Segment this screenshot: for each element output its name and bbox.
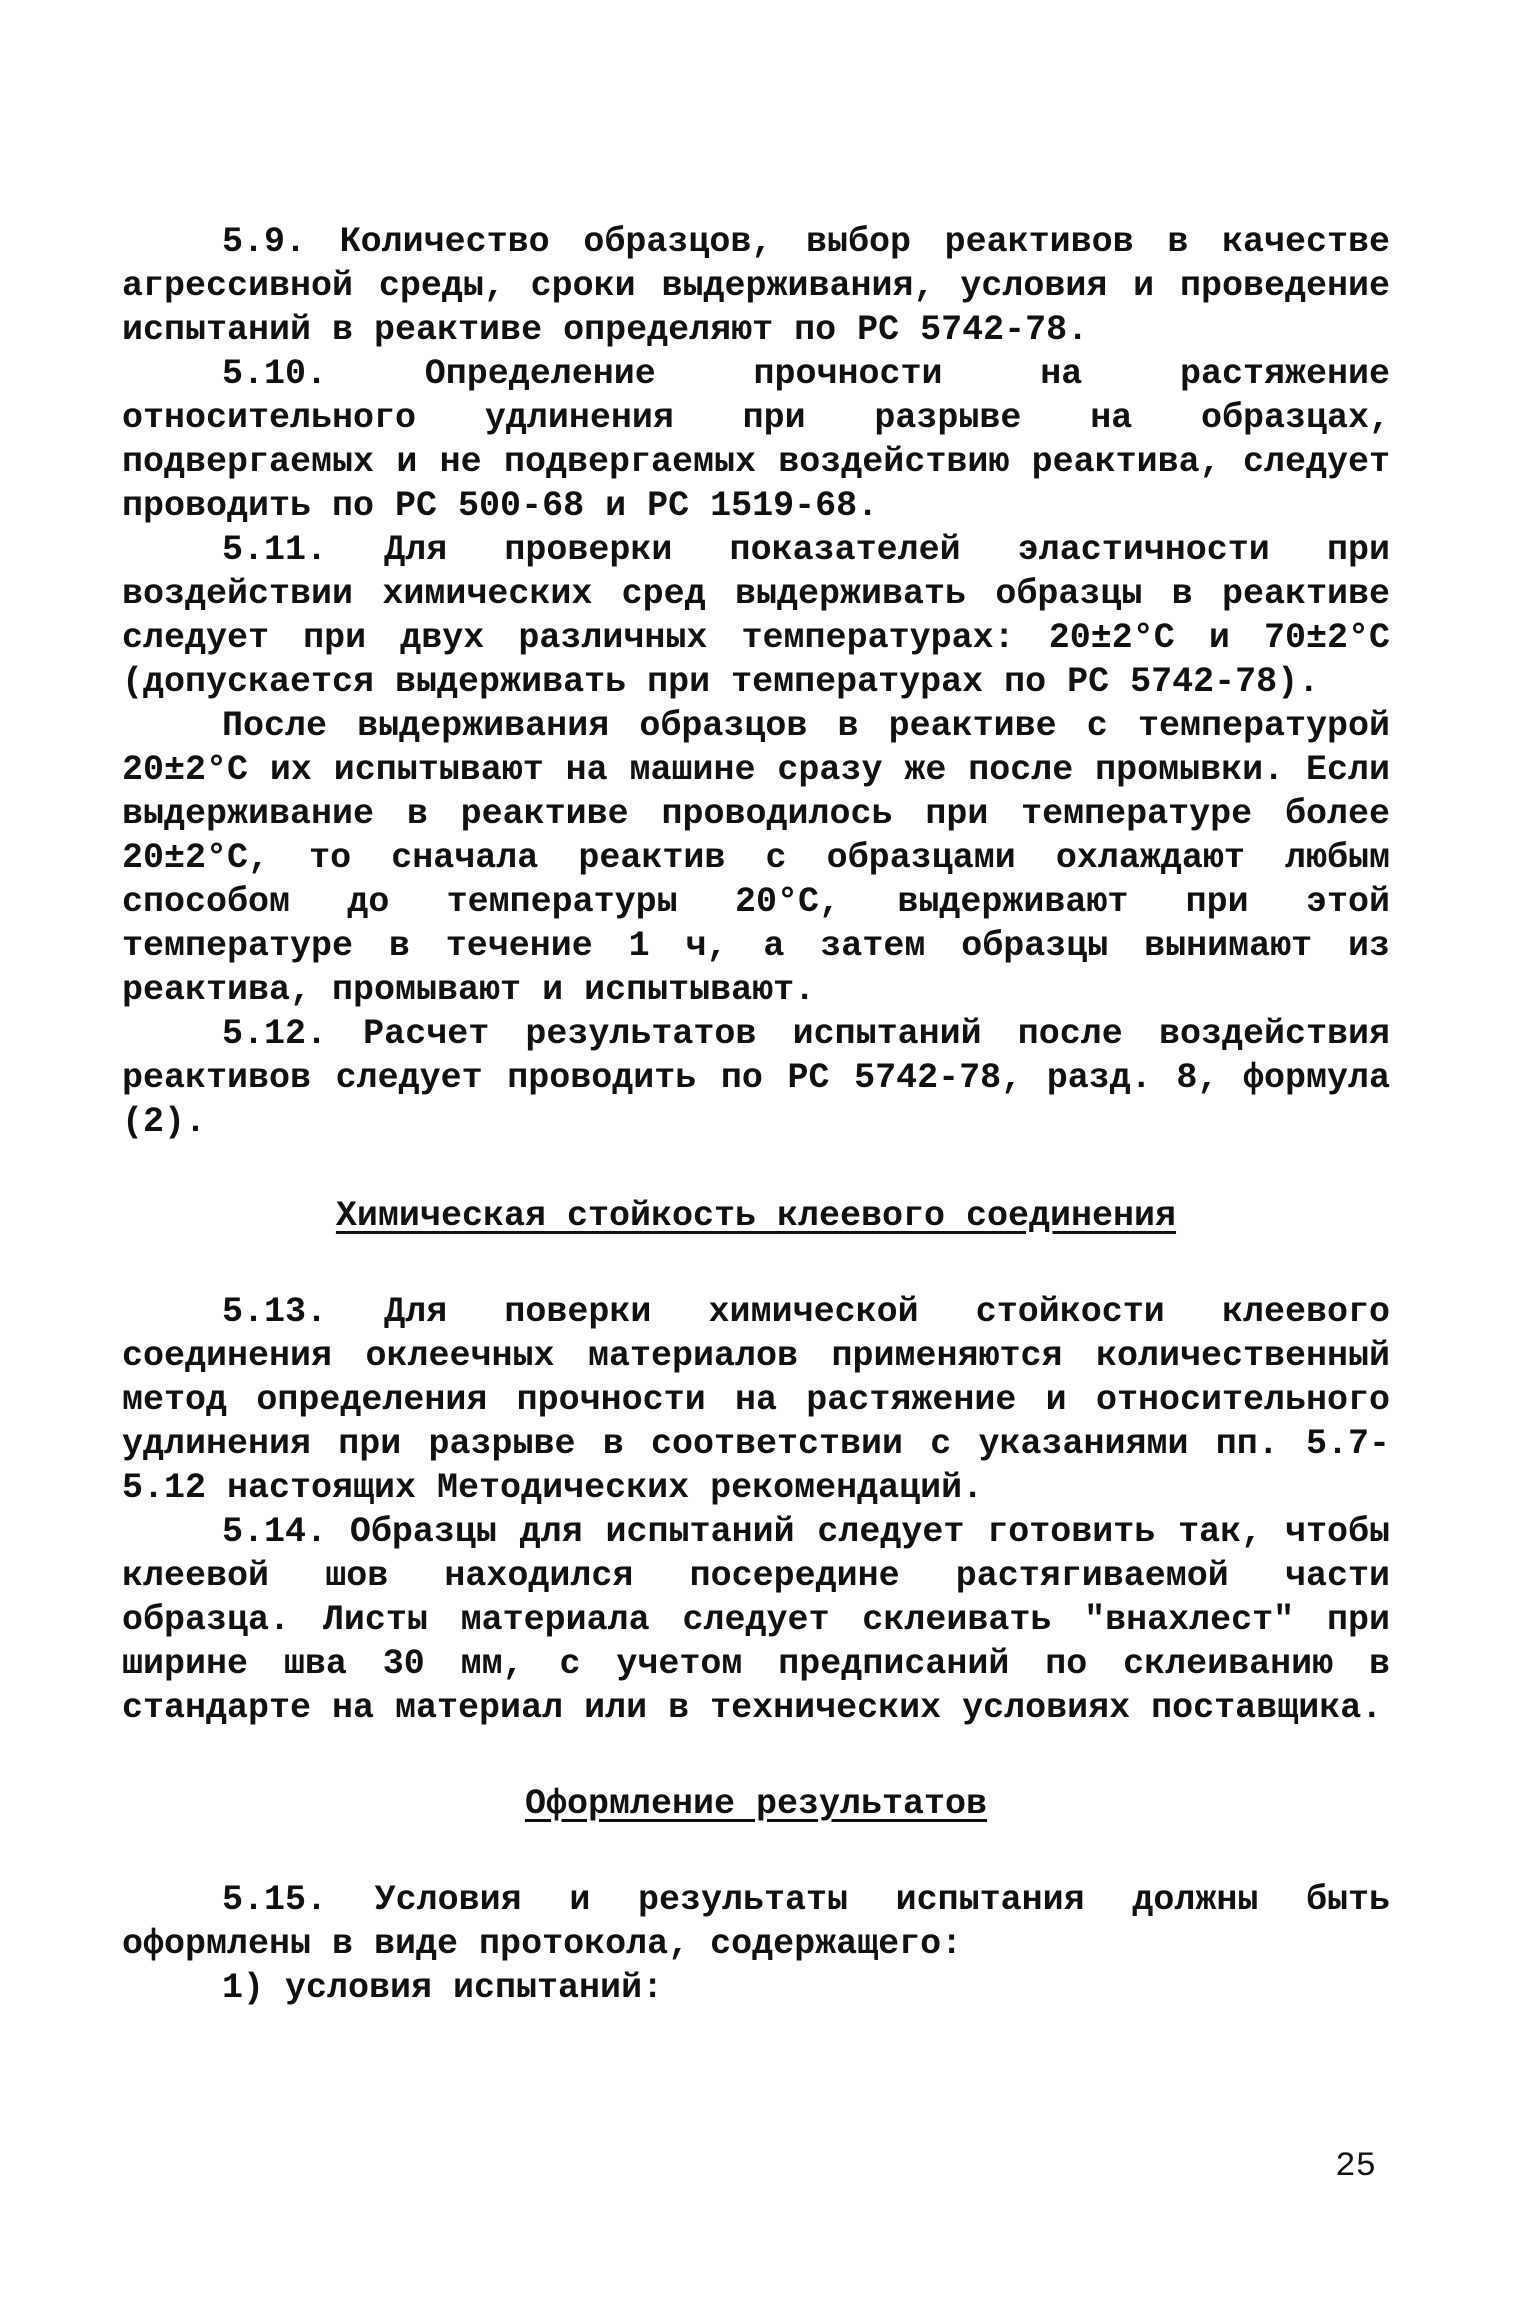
section-heading-results: Оформление результатов [524, 1784, 988, 1824]
paragraph-5-11: 5.11. Для проверки показателей эластичности при воздействии химических сред выдерживать образцы в реактиве следует при двух различных температурах: 20±2°С и 70±2°С (допускается выдерживать при температурах по РС 5742-78). [122, 530, 1390, 702]
paragraph-5-14: 5.14. Образцы для испытаний следует готовить так, чтобы клеевой шов находился посередине растягиваемой части образца. Листы материала следует склеивать "внахлест" при ширине шва 30 мм, с учетом предписаний по склеиванию в стандарте на материал или в технических условиях поставщика. [122, 1512, 1390, 1728]
paragraph-5-11-continuation: После выдерживания образцов в реактиве с температурой 20±2°С их испытывают на машине сразу же после промывки. Если выдерживание в реактиве проводилось при температуре более 20±2°С, то сначала реактив с образцами охлаждают любым способом до температуры 20°С, выдерживают при этой температуре в течение 1 ч, а затем образцы вынимают из реактива, промывают и испытывают. [122, 706, 1390, 1010]
document-body [122, 220, 1390, 2010]
page-number: 25 [1335, 2148, 1376, 2186]
paragraph-5-12: 5.12. Расчет результатов испытаний после воздействия реактивов следует проводить по РС 5742-78, разд. 8, формула (2). [122, 1014, 1390, 1142]
list-item-1: 1) условия испытаний: [222, 1968, 664, 2008]
paragraph-5-13: 5.13. Для поверки химической стойкости клеевого соединения оклеечных материалов применяются количественный метод определения прочности на растяжение и относительного удлинения при разрыве в соответствии с указаниями пп. 5.7-5.12 настоящих Методических рекомендаций. [122, 1292, 1390, 1508]
paragraph-5-10: 5.10. Определение прочности на растяжение относительного удлинения при разрыве на образцах, подвергаемых и не подвергаемых воздействию реактива, следует проводить по РС 500-68 и РС 1519-68. [122, 354, 1390, 526]
paragraph-5-9: 5.9. Количество образцов, выбор реактивов в качестве агрессивной среды, сроки выдерживания, условия и проведение испытаний в реактиве определяют по РС 5742-78. [122, 222, 1390, 350]
section-heading-chemical-resistance: Химическая стойкость клеевого соединения [335, 1196, 1177, 1236]
paragraph-5-15: 5.15. Условия и результаты испытания должны быть оформлены в виде протокола, содержащего: [122, 1880, 1390, 1964]
